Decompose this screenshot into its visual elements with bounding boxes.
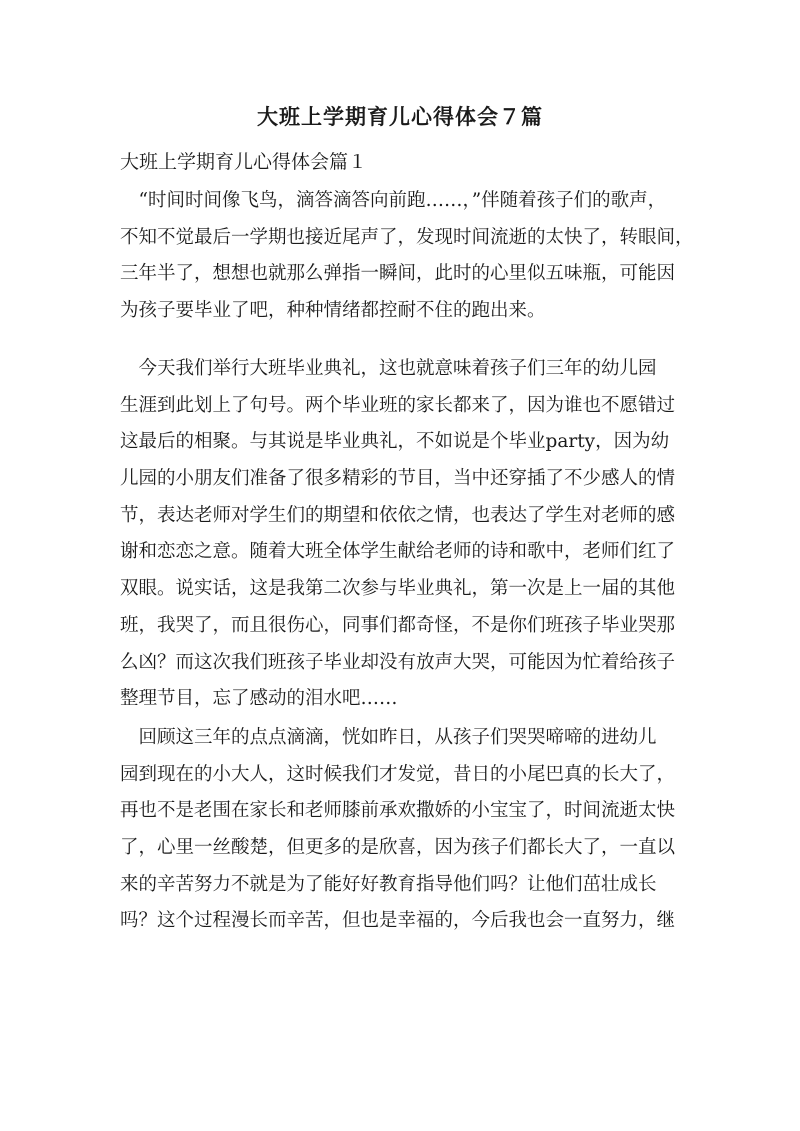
paragraph-line: 儿园的小朋友们准备了很多精彩的节目，当中还穿插了不少感人的情: [120, 468, 676, 490]
document-title: 大班上学期育儿心得体会７篇: [257, 104, 543, 129]
paragraph-line: “时间时间像飞鸟，滴答滴答向前跑……，”伴随着孩子们的歌声，: [120, 190, 667, 211]
section-heading: 大班上学期育儿心得体会篇１: [120, 151, 368, 173]
paragraph-line: 了，心里一丝酸楚，但更多的是欣喜，因为孩子们都长大了，一直以: [120, 837, 676, 859]
paragraph-line: 三年半了，想想也就那么弹指一瞬间，此时的心里似五味瓶，可能因: [120, 263, 676, 285]
paragraph-3: [120, 720, 690, 940]
paragraph-line: 再也不是老围在家长和老师膝前承欢撒娇的小宝宝了，时间流逝太快: [120, 800, 676, 822]
paragraph-1: [120, 183, 694, 330]
paragraph-line: 节，表达老师对学生们的期望和依依之情，也表达了学生对老师的感: [120, 504, 676, 526]
paragraph-line: 园到现在的小大人，这时候我们才发觉，昔日的小尾巴真的长大了，: [120, 763, 676, 785]
paragraph-line: 整理节目，忘了感动的泪水吧……: [120, 688, 398, 710]
paragraph-line: 谢和恋恋之意。随着大班全体学生献给老师的诗和歌中，老师们红了: [120, 541, 676, 563]
paragraph-line: 生涯到此划上了句号。两个毕业班的家长都来了，因为谁也不愿错过: [120, 394, 676, 416]
paragraph-2: [120, 351, 690, 718]
paragraph-line: 不知不觉最后一学期也接近尾声了，发现时间流逝的太快了，转眼间，: [120, 226, 694, 248]
paragraph-line: 班，我哭了，而且很伤心，同事们都奇怪，不是你们班孩子毕业哭那: [120, 614, 676, 636]
paragraph-line: 今天我们举行大班毕业典礼，这也就意味着孩子们三年的幼儿园: [120, 358, 657, 379]
paragraph-line: 双眼。说实话，这是我第二次参与毕业典礼，第一次是上一届的其他: [120, 578, 676, 600]
paragraph-line: 这最后的相聚。与其说是毕业典礼，不如说是个毕业party，因为幼: [120, 431, 670, 453]
paragraph-line: 为孩子要毕业了吧，种种情绪都控耐不住的跑出来。: [120, 300, 546, 322]
paragraph-line: 么凶？而这次我们班孩子毕业却没有放声大哭，可能因为忙着给孩子: [120, 651, 676, 673]
paragraph-line: 来的辛苦努力不就是为了能好好教育指导他们吗？让他们茁壮成长: [120, 873, 657, 895]
paragraph-line: 吗？这个过程漫长而辛苦，但也是幸福的，今后我也会一直努力，继: [120, 910, 676, 932]
paragraph-line: 回顾这三年的点点滴滴，恍如昨日，从孩子们哭哭啼啼的进幼儿: [120, 727, 657, 748]
